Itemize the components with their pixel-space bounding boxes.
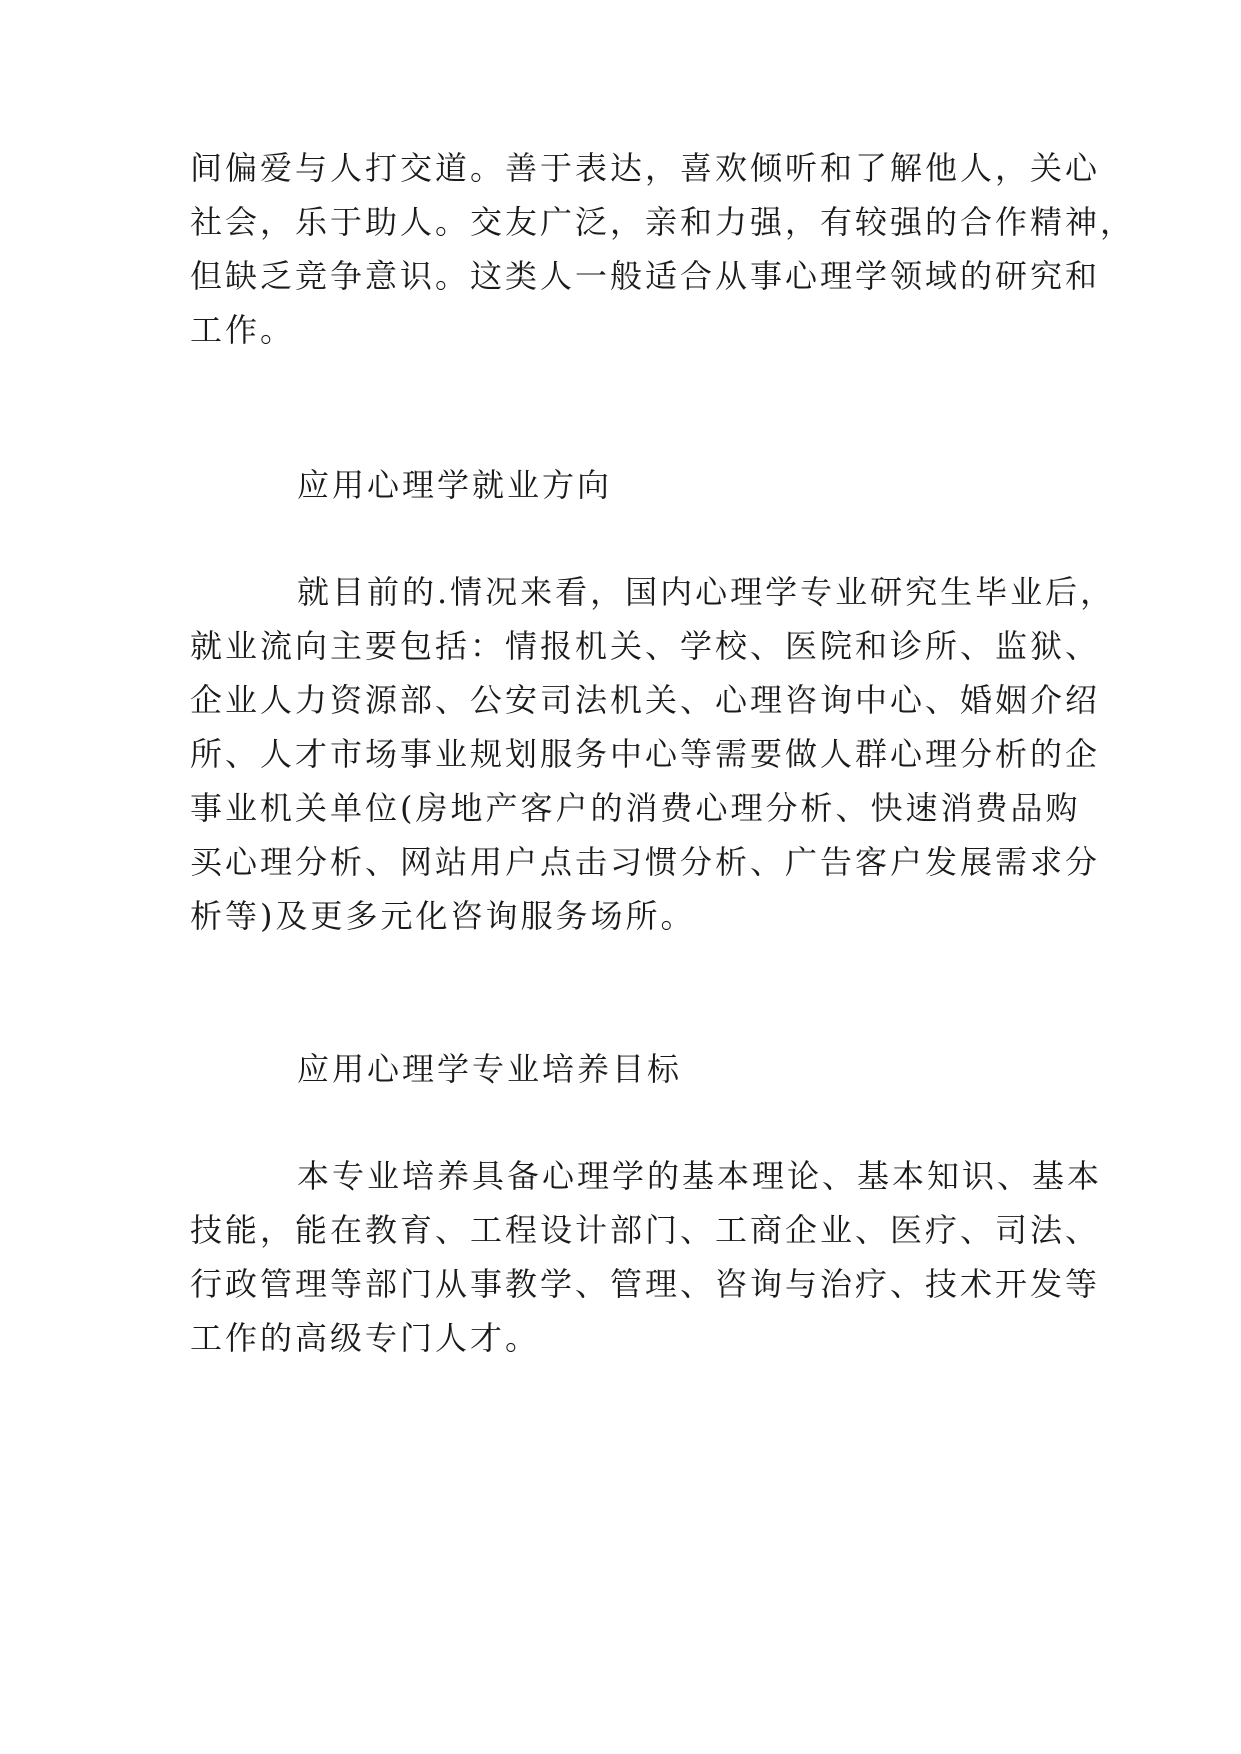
paragraph-line: 但缺乏竞争意识。这类人一般适合从事心理学领域的研究和 — [190, 257, 1101, 295]
paragraph-line: 所、人才市场事业规划服务中心等需要做人群心理分析的企 — [190, 735, 1101, 773]
paragraph-line: 析等)及更多元化咨询服务场所。 — [190, 897, 696, 935]
section-heading-training-goal: 应用心理学专业培养目标 — [297, 1050, 683, 1088]
paragraph-line: 工作的高级专门人才。 — [190, 1319, 541, 1357]
section-heading-employment: 应用心理学就业方向 — [297, 466, 613, 504]
paragraph-line: 就业流向主要包括：情报机关、学校、医院和诊所、监狱、 — [190, 627, 1101, 665]
paragraph-line: 事业机关单位(房地产客户的消费心理分析、快速消费品购 — [190, 789, 1081, 827]
paragraph-line: 就目前的.情况来看，国内心理学专业研究生毕业后， — [297, 573, 1116, 611]
paragraph-line: 买心理分析、网站用户点击习惯分析、广告客户发展需求分 — [190, 843, 1101, 881]
paragraph-line: 技能，能在教育、工程设计部门、工商企业、医疗、司法、 — [190, 1211, 1101, 1249]
paragraph-line: 企业人力资源部、公安司法机关、心理咨询中心、婚姻介绍 — [190, 681, 1101, 719]
paragraph-line: 工作。 — [190, 311, 296, 349]
paragraph-line: 社会，乐于助人。交友广泛，亲和力强，有较强的合作精神， — [190, 203, 1136, 241]
paragraph-line: 行政管理等部门从事教学、管理、咨询与治疗、技术开发等 — [190, 1265, 1101, 1303]
paragraph-line: 本专业培养具备心理学的基本理论、基本知识、基本 — [297, 1157, 1103, 1195]
paragraph-line: 间偏爱与人打交道。善于表达，喜欢倾听和了解他人，关心 — [190, 149, 1101, 187]
